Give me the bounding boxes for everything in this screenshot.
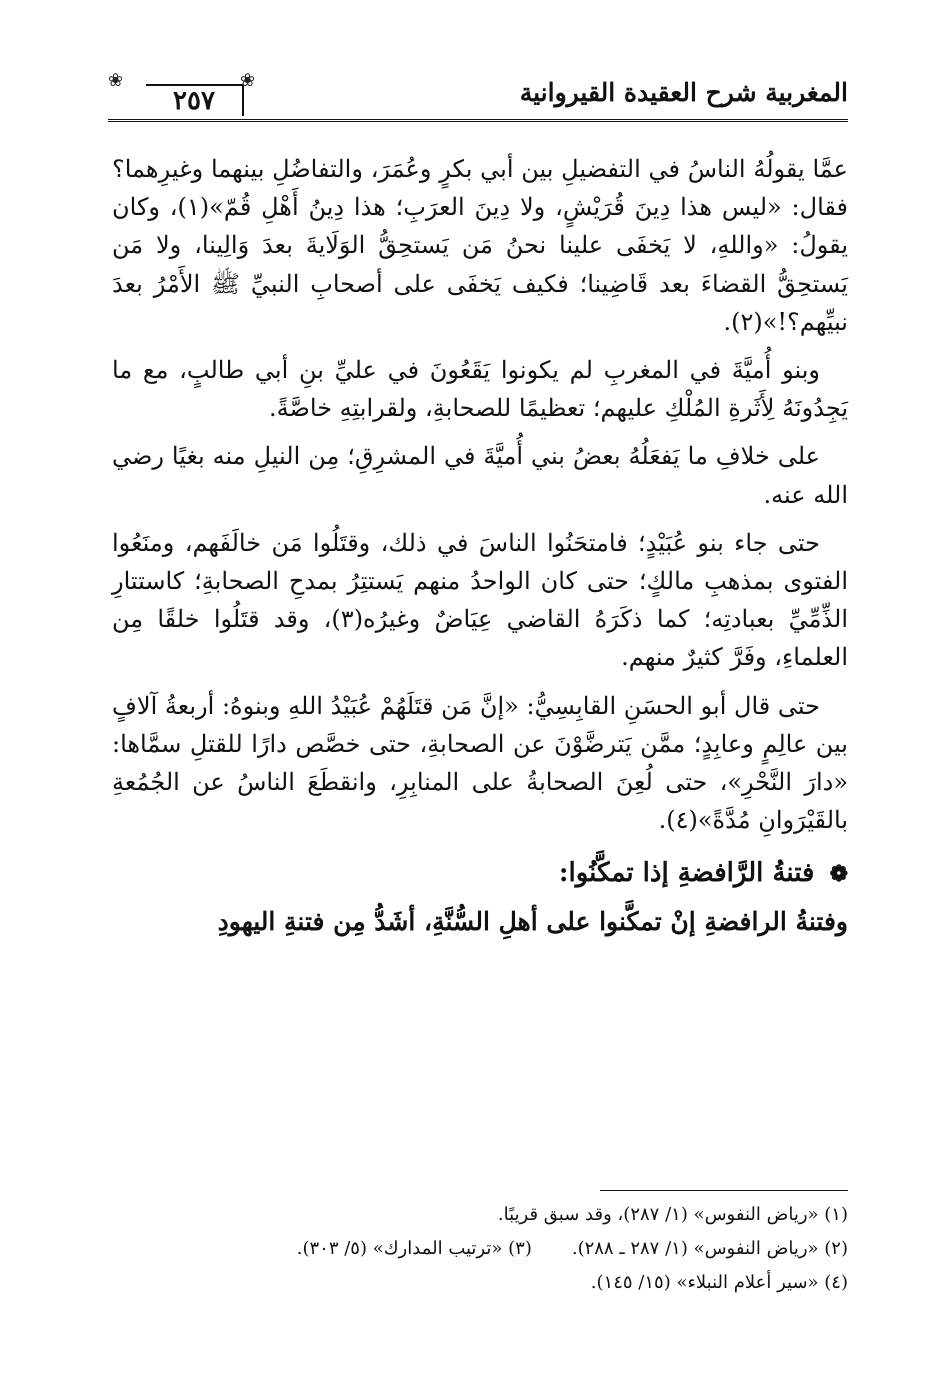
ornament-icon: ❀ bbox=[108, 70, 124, 91]
footnotes bbox=[160, 1198, 848, 1300]
page-number: ٢٥٧ bbox=[173, 86, 215, 116]
paragraph: عمَّا يقولُهُ الناسُ في التفضيلِ بين أبي بكرٍ وعُمَرَ، والتفاضُلِ بينهما وغيرِهما؟ فقال: «ليس هذا دِينَ قُرَيْشٍ، ولا دِينَ العرَبِ؛ هذا دِينُ أَهْلِ قُمّ»(١)، وكان يقولُ: «واللهِ، لا يَخفَى علينا نحنُ مَن يَستحِقُّ الوَلَايةَ بعدَ وَالِينا، ولا مَن يَستحِقُّ القضاءَ بعد قَاضِينا؛ فكيف يَخفَى على أصحابِ النبيِّ ﷺ الأَمْرُ بعدَ نبيِّهم؟!»(٢). bbox=[112, 155, 848, 336]
main-text bbox=[112, 150, 848, 942]
footnote-row bbox=[160, 1232, 848, 1266]
paragraph: حتى قال أبو الحسَنِ القابِسِيُّ: «إنَّ مَن قتَلَهُمْ عُبَيْدُ اللهِ وبنوهُ: أربعةُ آلافٍ بين عالِمٍ وعابِدٍ؛ ممَّن يَترضَّوْنَ عن الصحابةِ، حتى خصَّص دارًا للقتلِ سمَّاها: «دارَ النَّحْرِ»، حتى لُعِنَ الصحابةُ على المنابِرِ، وانقطَعَ الناسُ عن الجُمُعةِ بالقَيْرَوانِ مُدَّةً»(٤). bbox=[112, 691, 848, 835]
section-heading-text: فتنةُ الرَّافضةِ إذا تمكَّنُوا: bbox=[558, 858, 815, 889]
footnote: (٢) «رياض النفوس» (١/ ٢٨٧ ـ ٢٨٨). bbox=[571, 1238, 848, 1259]
ornament-icon: ❀ bbox=[240, 70, 256, 91]
page-header bbox=[108, 70, 848, 126]
paragraph: حتى جاء بنو عُبَيْدٍ؛ فامتحَنُوا الناسَ في ذلك، وقتَلُوا مَن خالَفَهم، ومنَعُوا الفتوى بمذهبِ مالكٍ؛ حتى كان الواحدُ منهم يَستتِرُ بمدحِ الصحابةِ؛ كاستتارِ الذِّمِّيِّ بعبادتِه؛ كما ذكَرَهُ القاضي عِيَاضٌ وغيرُه(٣)، وقد قتَلُوا خلقًا مِن العلماءِ، وفَرَّ كثيرٌ منهم. bbox=[112, 528, 849, 672]
bold-paragraph: وفتنةُ الرافضةِ إنْ تمكَّنوا على أهلِ السُّنَّةِ، أشَدُّ مِن فتنةِ اليهودِ bbox=[217, 907, 848, 937]
page-number-box bbox=[146, 84, 244, 116]
footnote: (٤) «سير أعلام النبلاء» (١٥/ ١٤٥). bbox=[590, 1272, 848, 1293]
footnote: (٣) «ترتيب المدارك» (٥/ ٣٠٣). bbox=[296, 1238, 532, 1259]
footnote-divider bbox=[600, 1190, 848, 1191]
paragraph: وبنو أُميَّةَ في المغربِ لم يكونوا يَقَعُونَ في عليِّ بنِ أبي طالبٍ، مع ما يَجِدُونَهُ لِأَثَرةِ المُلْكِ عليهم؛ تعظيمًا للصحابةِ، ولقرابتِهِ خاصَّةً. bbox=[112, 356, 848, 423]
running-title: المغربية شرح العقيدة القيروانية bbox=[519, 78, 848, 107]
flower-ornament-icon: ❁ bbox=[829, 861, 848, 888]
header-rule bbox=[108, 119, 848, 122]
paragraph: على خلافِ ما يَفعَلُهُ بعضُ بني أُميَّةَ في المشرِقِ؛ مِن النيلِ منه بغيًا رضي الله عنه. bbox=[112, 442, 848, 509]
section-heading bbox=[112, 853, 848, 894]
footnote: (١) «رياض النفوس» (١/ ٢٨٧)، وقد سبق قريبًا. bbox=[497, 1204, 848, 1225]
